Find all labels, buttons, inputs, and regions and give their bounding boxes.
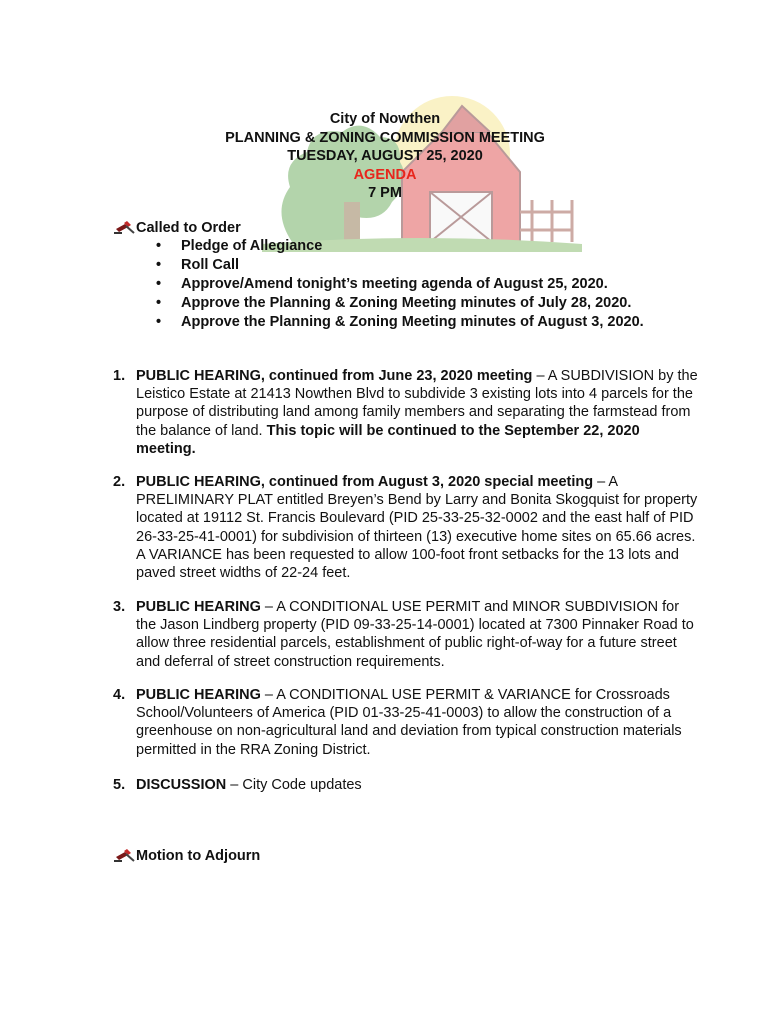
item-lead: PUBLIC HEARING [136, 687, 261, 703]
item-body [136, 686, 703, 759]
gavel-icon [113, 221, 135, 235]
item-number: 2. [113, 474, 126, 490]
item-lead: PUBLIC HEARING, continued from June 23, 2020 meeting [136, 368, 533, 384]
gavel-icon [113, 849, 135, 863]
agenda-item-3 [113, 598, 703, 671]
adjourn-title: Motion to Adjourn [136, 847, 261, 864]
agenda-item-2 [113, 473, 703, 582]
item-number: 3. [113, 599, 126, 615]
order-list [113, 237, 713, 332]
item-body [136, 598, 703, 671]
list-item: • Pledge of Allegiance [156, 237, 713, 256]
item-number: 1. [113, 368, 126, 384]
call-to-order-title: Called to Order [136, 219, 241, 236]
item-lead: PUBLIC HEARING, continued from August 3, 2020 special meeting [136, 474, 594, 490]
item-body [136, 367, 703, 458]
item-body [136, 776, 703, 794]
call-to-order-section [113, 218, 713, 332]
item-text: – A SUBDIVISION by the Leistico Estate at 21413 Nowthen Blvd to subdivide 3 existing lots into 4 parcels for the purpose of distributing land among family members and separating the farmstead from the balance of land. [136, 368, 698, 439]
meeting-date: TUESDAY, AUGUST 25, 2020 [287, 148, 483, 165]
item-number: 4. [113, 687, 126, 703]
city-name: City of Nowthen [329, 111, 441, 127]
item-lead: DISCUSSION [136, 777, 227, 793]
meeting-header [0, 110, 770, 203]
item-number: 5. [113, 777, 126, 793]
agenda-item-4 [113, 686, 703, 759]
item-text: – A CONDITIONAL USE PERMIT and MINOR SUBDIVISION for the Jason Lindberg property (PID 09-33-25-14-0001) located at 7300 Pinnaker Road to allow three residential parcels, establishment of public right-of-way for a future street and deferral of street construction requirements. [136, 599, 694, 670]
item-note: This topic will be continued to the September 22, 2020 meeting. [136, 422, 640, 457]
agenda-label: AGENDA [353, 166, 417, 183]
meeting-time: 7 PM [368, 185, 402, 202]
item-text: – A PRELIMINARY PLAT entitled Breyen’s Bend by Larry and Bonita Skogquist for property located at 19112 St. Francis Boulevard (PID 25-33-25-32-0002 and the east half of PID 26-33-25-41-0001) for subdivision of thirteen (13) executive home sites on 65.66 acres. A VARIANCE has been requested to allow 100-foot front setbacks for the 13 lots and paved street widths of 22-24 feet. [136, 474, 698, 582]
list-item: • Approve the Planning & Zoning Meeting minutes of August 3, 2020. [156, 313, 713, 332]
agenda-item-5 [113, 776, 703, 794]
item-text: – City Code updates [226, 777, 362, 793]
item-body [136, 473, 703, 582]
meeting-title: PLANNING & ZONING COMMISSION MEETING [225, 129, 545, 146]
agenda-item-1 [113, 367, 703, 458]
list-item: • Approve the Planning & Zoning Meeting minutes of July 28, 2020. [156, 294, 713, 313]
item-text: – A CONDITIONAL USE PERMIT & VARIANCE for Crossroads School/Volunteers of America (PID 01-33-25-41-0003) to allow the construction of a greenhouse on non-agricultural land and deviation from typical construction materials permitted in the RRA Zoning District. [136, 687, 682, 758]
call-to-order-heading [113, 218, 713, 237]
list-item: • Approve/Amend tonight’s meeting agenda of August 25, 2020. [156, 275, 713, 294]
list-item: • Roll Call [156, 256, 713, 275]
adjourn-heading [113, 846, 260, 865]
item-lead: PUBLIC HEARING [136, 599, 261, 615]
